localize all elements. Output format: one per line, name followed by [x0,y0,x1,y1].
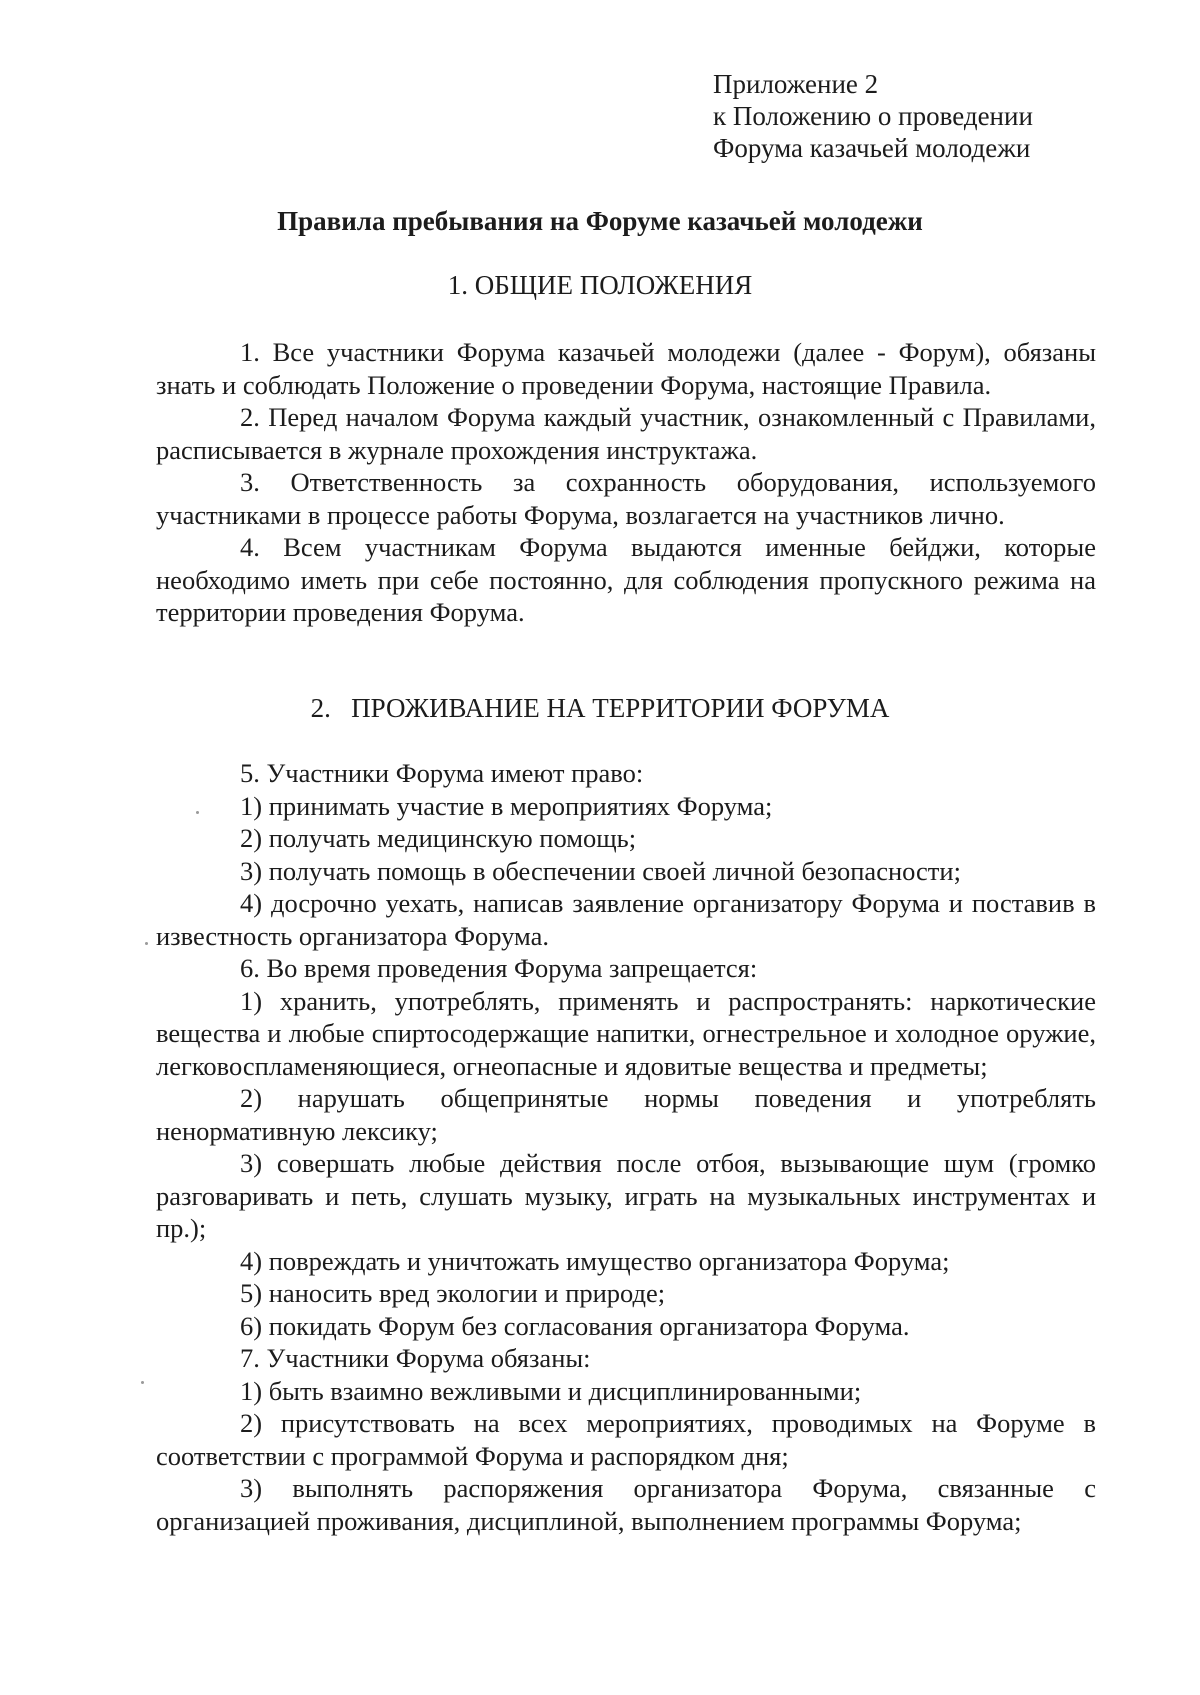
appendix-note [713,68,1033,164]
list-item: 5) наносить вред экологии и природе; [240,1278,666,1308]
paragraph: 3. Ответственность за сохранность оборудования, используемого участниками в процессе работы Форума, возлагается на участников лично. [156,467,1096,530]
list-item: 4) повреждать и уничтожать имущество организатора Форума; [240,1245,950,1276]
list-item: 2) нарушать общепринятые нормы поведения и употреблять ненормативную лексику; [156,1083,1096,1146]
list-item: 3) получать помощь в обеспечении своей личной безопасности; [240,855,961,886]
appendix-line-2: к Положению о проведении [713,101,1033,131]
section-2-body [156,757,1096,1537]
list-item: 3) выполнять распоряжения организатора Форума, связанные с организацией проживания, дисциплиной, выполнением программы Форума; [156,1473,1096,1536]
paragraph: 1. Все участники Форума казачьей молодежи (далее - Форум), обязаны знать и соблюдать Положение о проведении Форума, настоящие Правила. [156,337,1096,400]
list-item: 6) покидать Форум без согласования организатора Форума. [240,1310,910,1341]
document-title: Правила пребывания на Форуме казачьей молодежи [277,206,923,236]
list-item: 2) получать медицинскую помощь; [240,823,637,853]
section-1-heading: 1. ОБЩИЕ ПОЛОЖЕНИЯ [447,270,753,300]
paragraph: 2. Перед началом Форума каждый участник, ознакомленный с Правилами, расписывается в журнале прохождения инструктажа. [156,402,1096,465]
section-1-body [156,336,1096,629]
list-item: 3) совершать любые действия после отбоя, вызывающие шум (громко разговаривать и петь, слушать музыку, играть на музыкальных инструментах и пр.); [156,1148,1096,1243]
appendix-line-3: Форума казачьей молодежи [713,133,1031,163]
scan-speck [196,811,199,814]
scan-speck [145,942,148,945]
paragraph: 5. Участники Форума имеют право: [240,758,644,788]
list-item: 2) присутствовать на всех мероприятиях, проводимых на Форуме в соответствии с программой Форума и распорядком дня; [156,1408,1096,1471]
list-item: 1) хранить, употреблять, применять и распространять: наркотические вещества и любые спиртосодержащие напитки, огнестрельное и холодное оружие, легковоспламеняющиеся, огнеопасные и ядовитые вещества и предметы; [156,985,1096,1081]
scan-speck [141,1381,144,1384]
appendix-line-1: Приложение 2 [713,69,879,99]
paragraph: 7. Участники Форума обязаны: [240,1343,591,1373]
list-item: 1) принимать участие в мероприятиях Форума; [240,790,773,821]
list-item: 1) быть взаимно вежливыми и дисциплинированными; [240,1375,862,1406]
paragraph: 4. Всем участникам Форума выдаются именные бейджи, которые необходимо иметь при себе постоянно, для соблюдения пропускного режима на территории проведения Форума. [156,532,1096,627]
list-item: 4) досрочно уехать, написав заявление организатору Форума и поставив в известность организатора Форума. [156,888,1096,951]
paragraph: 6. Во время проведения Форума запрещается: [240,953,758,983]
section-2-heading: 2. ПРОЖИВАНИЕ НА ТЕРРИТОРИИ ФОРУМА [310,693,890,723]
